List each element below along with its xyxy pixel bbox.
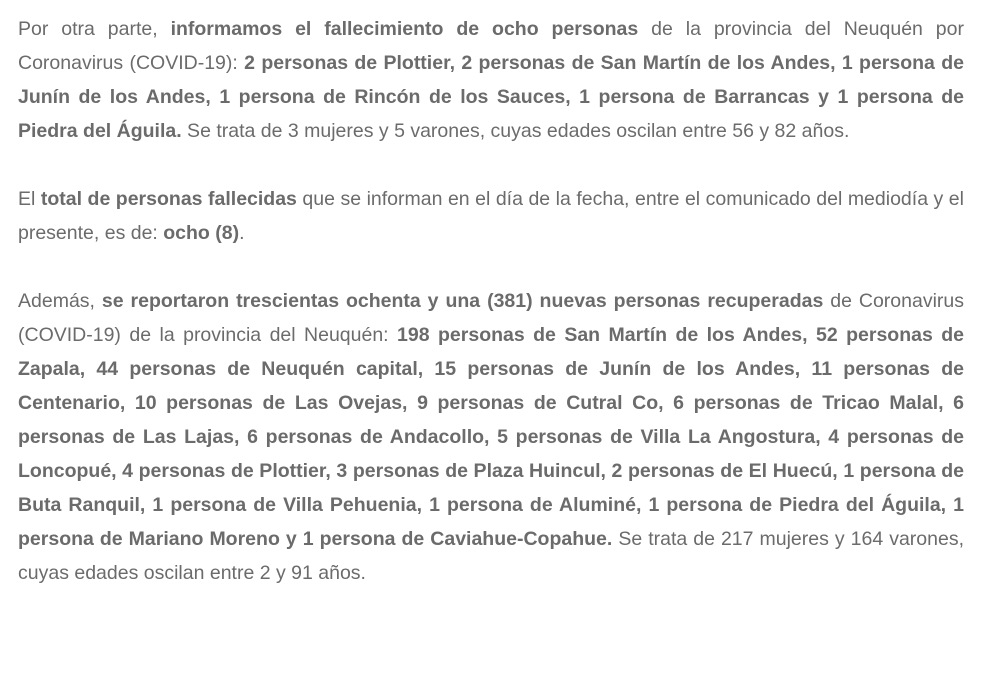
text-run-bold: ocho (8) [163,222,240,244]
text-run: El [18,188,41,210]
text-run: Se trata de 217 mujeres y 164 varones, cuyas edades oscilan entre 2 y 91 años. [18,528,964,584]
text-run: que se informan en el día de la fecha, entre el comunicado del mediodía y el presente, es de: [18,188,964,244]
text-run: de Coronavirus (COVID-19) de la provincia del Neuquén: [18,290,965,346]
text-run-bold: informamos el fallecimiento de ocho personas [170,18,639,40]
text-run: de la provincia del Neuquén por Coronavirus (COVID-19): [18,18,964,74]
paragraph-recovered [18,284,964,590]
text-run-bold: total de personas fallecidas [40,188,297,210]
text-run-bold: 2 personas de Plottier, 2 personas de San Martín de los Andes, 1 persona de Junín de los Andes, 1 persona de Rincón de los Sauces, 1 persona de Barrancas y 1 persona de Piedra del Águila. [18,52,964,142]
text-run: Además, [18,290,102,312]
text-run: . [239,222,245,244]
text-run: Se trata de 3 mujeres y 5 varones, cuyas edades oscilan entre 56 y 82 años. [181,120,850,142]
paragraph-total-deaths [18,182,964,250]
text-run: Por otra parte, [18,18,171,40]
paragraph-deaths [18,12,964,148]
text-run-bold: 198 personas de San Martín de los Andes, 52 personas de Zapala, 44 personas de Neuquén capital, 15 personas de Junín de los Andes, 11 personas de Centenario, 10 personas de Las Ovejas, 9 personas de Cutral Co, 6 personas de Tricao Malal, 6 personas de Las Lajas, 6 personas de Andacollo, 5 personas de Villa La Angostura, 4 personas de Loncopué, 4 personas de Plottier, 3 personas de Plaza Huincul, 2 personas de El Huecú, 1 persona de Buta Ranquil, 1 persona de Villa Pehuenia, 1 persona de Aluminé, 1 persona de Piedra del Águila, 1 persona de Mariano Moreno y 1 persona de Caviahue-Copahue. [18,324,964,550]
text-run-bold: se reportaron trescientas ochenta y una (381) nuevas personas recuperadas [101,290,824,312]
